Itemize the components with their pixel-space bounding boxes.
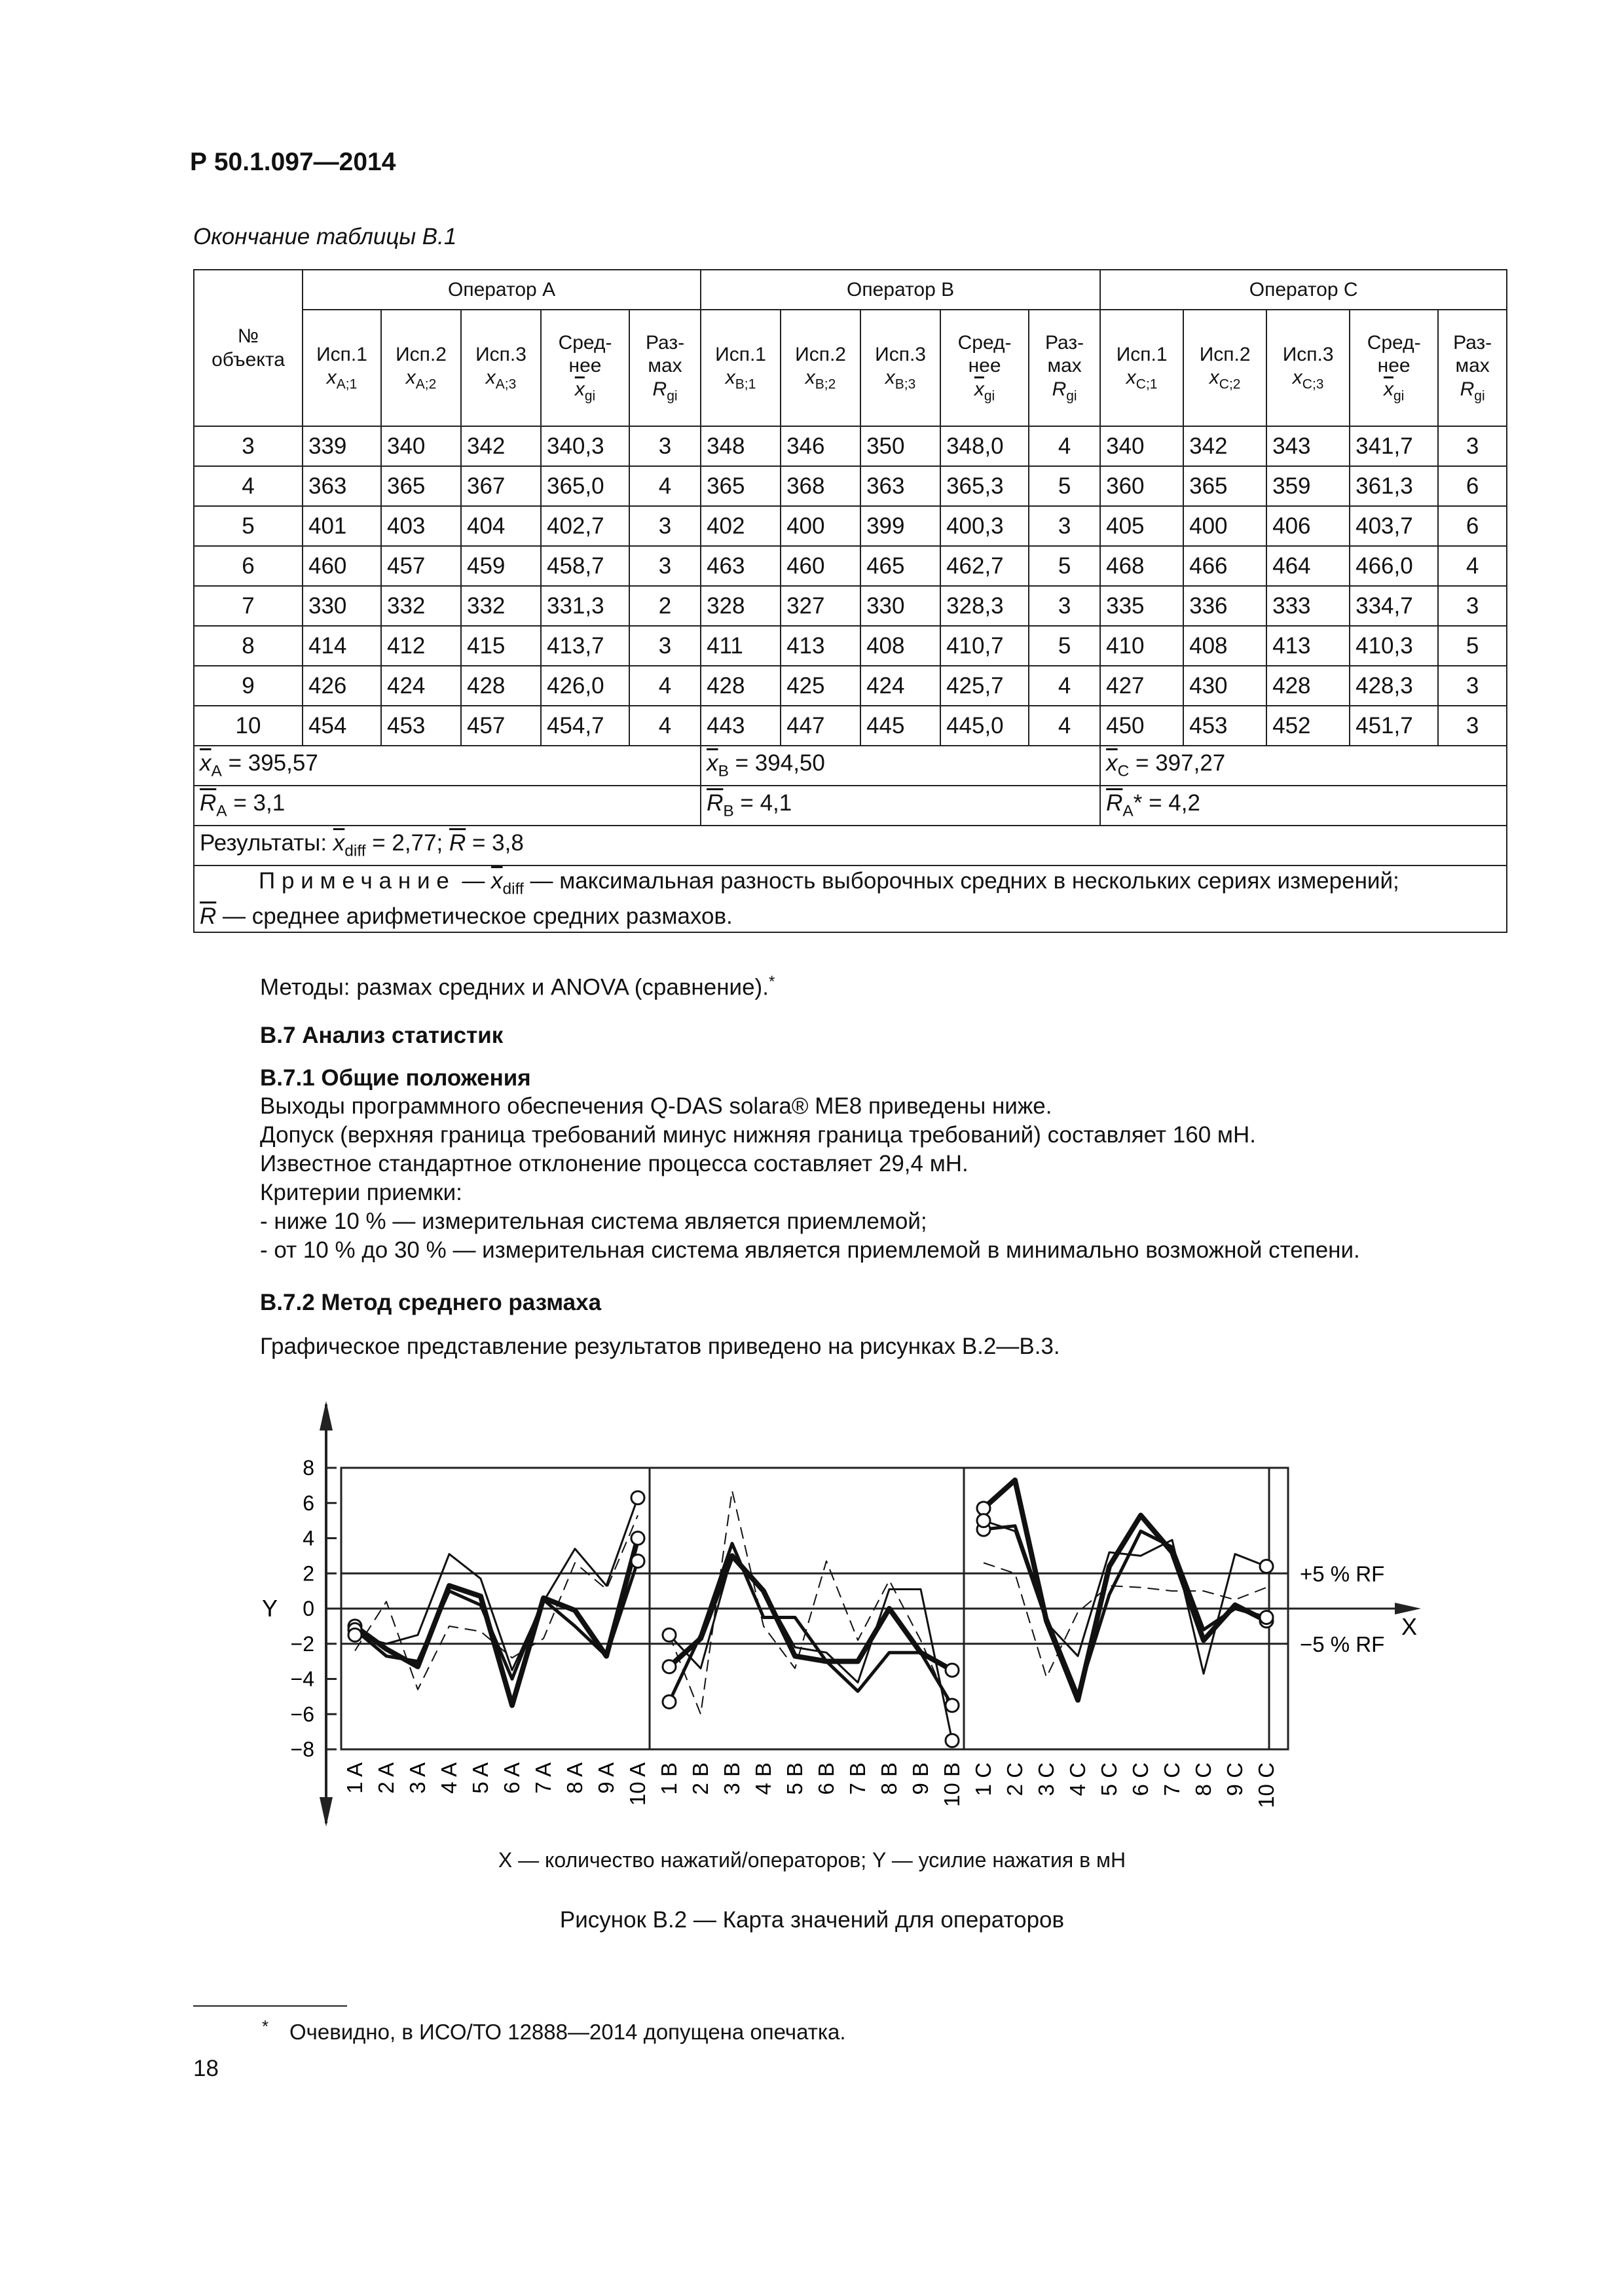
operator-c-header: Оператор С bbox=[1100, 270, 1507, 310]
paragraph-5: - ниже 10 % — измерительная система является приемлемой; bbox=[260, 1209, 927, 1234]
table-row bbox=[194, 546, 1507, 586]
x-tick-label: 5 B bbox=[783, 1762, 807, 1795]
table-cell: 408 bbox=[1183, 626, 1266, 666]
col-test1-b: Исп.1 $x_{B;1}$ bbox=[701, 310, 781, 426]
table-cell: 410,7 bbox=[940, 626, 1029, 666]
y-axis-arrow-down bbox=[320, 1797, 333, 1827]
x-tick-label: 7 A bbox=[531, 1762, 555, 1794]
x-tick-label: 2 C bbox=[1003, 1762, 1027, 1796]
mean-a: $\overline{x}_A = 395,57$ bbox=[194, 746, 701, 786]
table-cell: 3 bbox=[629, 426, 701, 466]
table-cell: 335 bbox=[1100, 586, 1183, 626]
table-cell: 342 bbox=[1183, 426, 1266, 466]
table-cell: 350 bbox=[860, 426, 940, 466]
y-tick-label: −6 bbox=[290, 1702, 314, 1726]
table-cell: 451,7 bbox=[1350, 706, 1438, 746]
table-cell: 400 bbox=[1183, 506, 1266, 546]
table-cell: 415 bbox=[461, 626, 541, 666]
table-cell: 341,7 bbox=[1350, 426, 1438, 466]
table-cell: 413,7 bbox=[541, 626, 629, 666]
table-cell: 443 bbox=[701, 706, 781, 746]
page-number: 18 bbox=[193, 2056, 219, 2081]
table-cell: 427 bbox=[1100, 666, 1183, 706]
table-cell: 365,3 bbox=[940, 466, 1029, 506]
table-cell: 401 bbox=[303, 506, 381, 546]
table-cell: 5 bbox=[1029, 466, 1100, 506]
col-mean-c: Сред-нее $\overline{x}_{gi}$ bbox=[1350, 310, 1438, 426]
table-cell: 363 bbox=[860, 466, 940, 506]
x-tick-label: 4 A bbox=[437, 1762, 461, 1794]
object-number-cell: 6 bbox=[194, 546, 303, 586]
col-test3-a: Исп.3 $x_{A;3}$ bbox=[461, 310, 541, 426]
end-point-marker bbox=[1260, 1611, 1273, 1624]
table-cell: 3 bbox=[1438, 426, 1507, 466]
table-cell: 426 bbox=[303, 666, 381, 706]
x-tick-label: 9 C bbox=[1223, 1762, 1247, 1796]
table-cell: 410 bbox=[1100, 626, 1183, 666]
x-tick-label: 5 A bbox=[468, 1762, 492, 1794]
table-cell: 3 bbox=[1029, 506, 1100, 546]
table-cell: 368 bbox=[781, 466, 860, 506]
table-cell: 457 bbox=[381, 546, 461, 586]
x-tick-label: 7 C bbox=[1160, 1762, 1184, 1796]
table-cell: 3 bbox=[1438, 706, 1507, 746]
x-tick-label: 2 A bbox=[374, 1762, 398, 1794]
table-cell: 5 bbox=[1438, 626, 1507, 666]
table-cell: 463 bbox=[701, 546, 781, 586]
mean-c: $\overline{x}_C = 397,27$ bbox=[1100, 746, 1507, 786]
table-cell: 340 bbox=[1100, 426, 1183, 466]
table-cell: 403 bbox=[381, 506, 461, 546]
table-cell: 365 bbox=[701, 466, 781, 506]
x-tick-label: 5 C bbox=[1097, 1762, 1121, 1796]
paragraph-6: - от 10 % до 30 % — измерительная система является приемлемой в минимально возможной степени. bbox=[260, 1237, 1360, 1263]
y-tick-label: −4 bbox=[290, 1667, 314, 1691]
table-cell: 4 bbox=[1438, 546, 1507, 586]
table-cell: 464 bbox=[1266, 546, 1350, 586]
x-tick-label: 3 C bbox=[1034, 1762, 1058, 1796]
operator-a-header: Оператор А bbox=[303, 270, 701, 310]
x-tick-label: 7 B bbox=[845, 1762, 870, 1795]
table-cell: 339 bbox=[303, 426, 381, 466]
table-cell: 348,0 bbox=[940, 426, 1029, 466]
table-cell: 445 bbox=[860, 706, 940, 746]
section-b72-heading: В.7.2 Метод среднего размаха bbox=[260, 1290, 602, 1315]
table-cell: 465 bbox=[860, 546, 940, 586]
table-cell: 3 bbox=[629, 546, 701, 586]
table-cell: 428,3 bbox=[1350, 666, 1438, 706]
table-cell: 5 bbox=[1029, 546, 1100, 586]
table-cell: 466,0 bbox=[1350, 546, 1438, 586]
y-axis-label: Y bbox=[262, 1595, 278, 1622]
paragraph-1: Выходы программного обеспечения Q-DAS solara® ME8 приведены ниже. bbox=[260, 1093, 1052, 1119]
table-cell: 412 bbox=[381, 626, 461, 666]
y-tick-label: −2 bbox=[290, 1631, 314, 1656]
col-test3-b: Исп.3 $x_{B;3}$ bbox=[860, 310, 940, 426]
document-code: Р 50.1.097—2014 bbox=[190, 148, 396, 176]
paragraph-2: Допуск (верхняя граница требований минус нижняя граница требований) составляет 160 мН. bbox=[260, 1122, 1256, 1148]
end-point-marker bbox=[946, 1734, 959, 1747]
table-cell: 4 bbox=[1029, 706, 1100, 746]
table-cell: 454 bbox=[303, 706, 381, 746]
table-cell: 426,0 bbox=[541, 666, 629, 706]
table-cell: 410,3 bbox=[1350, 626, 1438, 666]
col-test2-a: Исп.2 $x_{A;2}$ bbox=[381, 310, 461, 426]
table-row bbox=[194, 506, 1507, 546]
x-tick-label: 1 B bbox=[657, 1762, 681, 1795]
table-cell: 3 bbox=[1438, 666, 1507, 706]
table-cell: 332 bbox=[461, 586, 541, 626]
table-cell: 414 bbox=[303, 626, 381, 666]
table-caption: Окончание таблицы В.1 bbox=[193, 224, 457, 249]
table-cell: 330 bbox=[860, 586, 940, 626]
table-cell: 459 bbox=[461, 546, 541, 586]
end-point-marker bbox=[631, 1491, 644, 1504]
x-tick-label: 4 C bbox=[1065, 1762, 1090, 1796]
col-test2-b: Исп.2 $x_{B;2}$ bbox=[781, 310, 860, 426]
table-cell: 360 bbox=[1100, 466, 1183, 506]
table-cell: 361,3 bbox=[1350, 466, 1438, 506]
col-range-a: Раз-мах $R_{gi}$ bbox=[629, 310, 701, 426]
table-cell: 4 bbox=[1029, 426, 1100, 466]
table-cell: 343 bbox=[1266, 426, 1350, 466]
footnote-marker: * bbox=[262, 2016, 269, 2036]
table-cell: 425 bbox=[781, 666, 860, 706]
x-tick-label: 10 C bbox=[1254, 1762, 1278, 1808]
object-number-cell: 9 bbox=[194, 666, 303, 706]
table-cell: 6 bbox=[1438, 506, 1507, 546]
table-cell: 462,7 bbox=[940, 546, 1029, 586]
table-cell: 413 bbox=[781, 626, 860, 666]
series-line-dashed bbox=[355, 1516, 638, 1690]
footnote-text: Очевидно, в ИСО/ТО 12888—2014 допущена опечатка. bbox=[289, 2020, 846, 2044]
x-tick-label: 1 C bbox=[971, 1762, 995, 1796]
table-cell: 348 bbox=[701, 426, 781, 466]
table-cell: 359 bbox=[1266, 466, 1350, 506]
table-cell: 327 bbox=[781, 586, 860, 626]
table-cell: 363 bbox=[303, 466, 381, 506]
col-mean-a: Сред-нее $\overline{x}_{gi}$ bbox=[541, 310, 629, 426]
table-cell: 3 bbox=[1029, 586, 1100, 626]
table-cell: 365 bbox=[381, 466, 461, 506]
series-line-medium bbox=[984, 1526, 1266, 1695]
table-cell: 334,7 bbox=[1350, 586, 1438, 626]
table-cell: 332 bbox=[381, 586, 461, 626]
table-cell: 424 bbox=[860, 666, 940, 706]
table-cell: 342 bbox=[461, 426, 541, 466]
y-tick-label: 0 bbox=[303, 1597, 314, 1620]
table-row bbox=[194, 666, 1507, 706]
table-cell: 333 bbox=[1266, 586, 1350, 626]
table-cell: 3 bbox=[629, 506, 701, 546]
methods-line: Методы: размах средних и ANOVA (сравнение).* bbox=[260, 973, 775, 1000]
table-cell: 4 bbox=[629, 666, 701, 706]
x-tick-label: 10 A bbox=[625, 1762, 650, 1806]
paragraph-3: Известное стандартное отклонение процесса составляет 29,4 мН. bbox=[260, 1151, 969, 1176]
footnote-divider bbox=[193, 2005, 347, 2007]
table-note: Примечание — $\overline{x}_{diff}$ — максимальная разность выборочных средних в нескольких сериях измерений; $\overline{R}$ — среднее арифметическое средних размахов. bbox=[194, 866, 1507, 932]
series-line-thin bbox=[669, 1556, 952, 1740]
table-cell: 346 bbox=[781, 426, 860, 466]
table-cell: 413 bbox=[1266, 626, 1350, 666]
table-cell: 428 bbox=[1266, 666, 1350, 706]
range-b: $\overline{R}_B = 4,1$ bbox=[701, 786, 1100, 826]
object-number-cell: 7 bbox=[194, 586, 303, 626]
end-point-marker bbox=[1260, 1560, 1273, 1573]
object-number-cell: 3 bbox=[194, 426, 303, 466]
table-cell: 450 bbox=[1100, 706, 1183, 746]
table-cell: 6 bbox=[1438, 466, 1507, 506]
end-point-marker bbox=[663, 1695, 676, 1708]
y-tick-label: 6 bbox=[303, 1491, 314, 1515]
table-cell: 365,0 bbox=[541, 466, 629, 506]
table-cell: 430 bbox=[1183, 666, 1266, 706]
table-cell: 447 bbox=[781, 706, 860, 746]
table-cell: 403,7 bbox=[1350, 506, 1438, 546]
y-tick-label: 4 bbox=[303, 1526, 314, 1550]
x-tick-label: 4 B bbox=[751, 1762, 775, 1795]
object-header: № объекта bbox=[194, 270, 303, 426]
series-line-medium bbox=[355, 1561, 638, 1679]
table-cell: 445,0 bbox=[940, 706, 1029, 746]
table-cell: 5 bbox=[1029, 626, 1100, 666]
x-tick-label: 6 B bbox=[814, 1762, 838, 1795]
section-b71-heading: В.7.1 Общие положения bbox=[260, 1065, 531, 1091]
table-cell: 400,3 bbox=[940, 506, 1029, 546]
table-cell: 3 bbox=[629, 626, 701, 666]
table-cell: 331,3 bbox=[541, 586, 629, 626]
mean-b: $\overline{x}_B = 394,50$ bbox=[701, 746, 1100, 786]
table-cell: 424 bbox=[381, 666, 461, 706]
x-tick-label: 3 B bbox=[720, 1762, 744, 1795]
table-cell: 328,3 bbox=[940, 586, 1029, 626]
x-tick-label: 3 A bbox=[405, 1762, 430, 1794]
table-row bbox=[194, 586, 1507, 626]
table-cell: 466 bbox=[1183, 546, 1266, 586]
paragraph-7: Графическое представление результатов приведено на рисунках В.2—В.3. bbox=[260, 1334, 1060, 1359]
measurement-table bbox=[193, 269, 1507, 933]
table-cell: 4 bbox=[1029, 666, 1100, 706]
table-cell: 453 bbox=[1183, 706, 1266, 746]
table-cell: 340 bbox=[381, 426, 461, 466]
operator-value-chart bbox=[0, 1375, 1624, 1846]
table-cell: 460 bbox=[781, 546, 860, 586]
results-row: Результаты: $\overline{x}_{diff} = 2,77$; $\overline{R} = 3,8$ bbox=[194, 826, 1507, 866]
y-tick-label: 8 bbox=[303, 1456, 314, 1480]
series-line-thick bbox=[984, 1480, 1266, 1700]
table-row bbox=[194, 426, 1507, 466]
end-point-marker bbox=[946, 1699, 959, 1712]
table-cell: 428 bbox=[461, 666, 541, 706]
table-cell: 400 bbox=[781, 506, 860, 546]
table-cell: 458,7 bbox=[541, 546, 629, 586]
section-b7-heading: В.7 Анализ статистик bbox=[260, 1023, 504, 1048]
table-body bbox=[194, 426, 1507, 746]
table-cell: 411 bbox=[701, 626, 781, 666]
table-row bbox=[194, 626, 1507, 666]
x-tick-label: 6 C bbox=[1128, 1762, 1153, 1796]
table-cell: 408 bbox=[860, 626, 940, 666]
end-point-marker bbox=[946, 1664, 959, 1677]
end-point-marker bbox=[977, 1514, 990, 1527]
table-cell: 405 bbox=[1100, 506, 1183, 546]
reference-line-label: +5 % RF bbox=[1300, 1561, 1385, 1586]
range-a: $\overline{R}_A = 3,1$ bbox=[194, 786, 701, 826]
table-cell: 336 bbox=[1183, 586, 1266, 626]
figure-legend: X — количество нажатий/операторов; Y — усилие нажатия в мН bbox=[498, 1848, 1126, 1872]
x-axis-label: X bbox=[1401, 1613, 1418, 1640]
end-point-marker bbox=[663, 1628, 676, 1641]
table-cell: 330 bbox=[303, 586, 381, 626]
table-cell: 406 bbox=[1266, 506, 1350, 546]
table-cell: 340,3 bbox=[541, 426, 629, 466]
table-cell: 4 bbox=[629, 466, 701, 506]
y-axis-arrow-up bbox=[320, 1401, 333, 1430]
table-cell: 402,7 bbox=[541, 506, 629, 546]
x-tick-label: 8 B bbox=[877, 1762, 901, 1795]
end-point-marker bbox=[631, 1554, 644, 1567]
x-tick-label: 8 A bbox=[563, 1762, 587, 1794]
table-cell: 425,7 bbox=[940, 666, 1029, 706]
end-point-marker bbox=[348, 1628, 361, 1641]
series-line-medium bbox=[669, 1544, 952, 1705]
table-cell: 402 bbox=[701, 506, 781, 546]
table-cell: 367 bbox=[461, 466, 541, 506]
table-cell: 428 bbox=[701, 666, 781, 706]
table-cell: 454,7 bbox=[541, 706, 629, 746]
x-tick-label: 9 A bbox=[594, 1762, 618, 1794]
table-cell: 468 bbox=[1100, 546, 1183, 586]
table-cell: 328 bbox=[701, 586, 781, 626]
table-cell: 457 bbox=[461, 706, 541, 746]
paragraph-4: Критерии приемки: bbox=[260, 1180, 462, 1205]
table-cell: 460 bbox=[303, 546, 381, 586]
table-row bbox=[194, 466, 1507, 506]
col-range-b: Раз-мах $R_{gi}$ bbox=[1029, 310, 1100, 426]
col-mean-b: Сред-нее $\overline{x}_{gi}$ bbox=[940, 310, 1029, 426]
col-test3-c: Исп.3 $x_{C;3}$ bbox=[1266, 310, 1350, 426]
end-point-marker bbox=[631, 1532, 644, 1545]
col-test1-a: Исп.1 $x_{A;1}$ bbox=[303, 310, 381, 426]
table-cell: 2 bbox=[629, 586, 701, 626]
col-test1-c: Исп.1 $x_{C;1}$ bbox=[1100, 310, 1183, 426]
object-number-cell: 4 bbox=[194, 466, 303, 506]
x-tick-label: 1 A bbox=[342, 1762, 367, 1794]
y-tick-label: −8 bbox=[290, 1738, 314, 1761]
table-cell: 3 bbox=[1438, 586, 1507, 626]
table-cell: 4 bbox=[629, 706, 701, 746]
x-tick-label: 6 A bbox=[500, 1762, 524, 1794]
x-tick-label: 10 B bbox=[940, 1762, 964, 1807]
table-cell: 399 bbox=[860, 506, 940, 546]
table-row bbox=[194, 706, 1507, 746]
object-number-cell: 5 bbox=[194, 506, 303, 546]
table-cell: 365 bbox=[1183, 466, 1266, 506]
operator-b-header: Оператор В bbox=[701, 270, 1100, 310]
x-tick-label: 9 B bbox=[908, 1762, 932, 1795]
table-cell: 404 bbox=[461, 506, 541, 546]
end-point-marker bbox=[663, 1660, 676, 1673]
range-c: $\overline{R}_A* = 4,2$ bbox=[1100, 786, 1507, 826]
col-test2-c: Исп.2 $x_{C;2}$ bbox=[1183, 310, 1266, 426]
end-point-marker bbox=[977, 1502, 990, 1515]
x-tick-label: 8 C bbox=[1191, 1762, 1215, 1796]
x-tick-label: 2 B bbox=[688, 1762, 712, 1795]
col-range-c: Раз-мах $R_{gi}$ bbox=[1438, 310, 1507, 426]
table-cell: 452 bbox=[1266, 706, 1350, 746]
y-tick-label: 2 bbox=[303, 1561, 314, 1586]
object-number-cell: 8 bbox=[194, 626, 303, 666]
object-number-cell: 10 bbox=[194, 706, 303, 746]
table-cell: 453 bbox=[381, 706, 461, 746]
figure-caption: Рисунок В.2 — Карта значений для операторов bbox=[559, 1907, 1065, 1933]
reference-line-label: −5 % RF bbox=[1300, 1631, 1385, 1656]
